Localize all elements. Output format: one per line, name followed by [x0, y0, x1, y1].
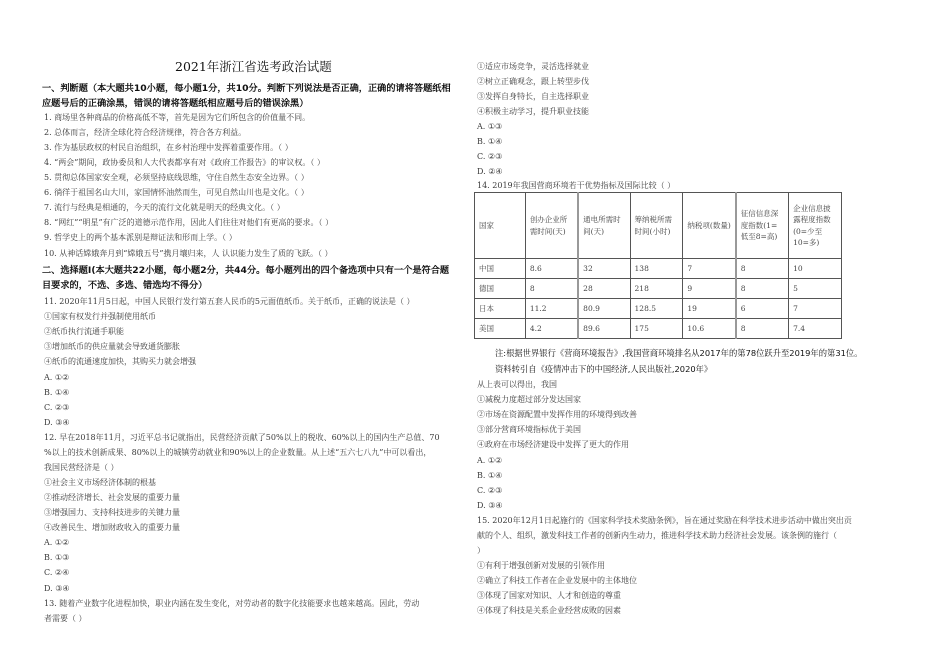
table-cell: 6: [736, 299, 789, 319]
table-cell: 8: [736, 259, 789, 279]
section-1-heading: 一、判断题（本大题共10小题，每小题1分，共10分。判断下列说法是否正确，正确的请将答题纸相: [42, 83, 451, 94]
table-header-cell: 国家: [475, 193, 526, 259]
table-cell: 7: [683, 259, 736, 279]
q14-option-d: D. ③④: [477, 501, 503, 510]
business-environment-table: [474, 192, 842, 339]
q12-item-3: ③增强国力、支持科技进步的关键力量: [44, 508, 180, 517]
q13-item-4: ④积极主动学习，提升职业技能: [477, 107, 589, 116]
q15-stem-line-3: ）: [477, 546, 485, 555]
table-row: [475, 299, 842, 319]
q14-option-a: A. ①②: [477, 456, 503, 465]
table-note: 注:根据世界银行《营商环境报告》,我国营商环境排名从2017年的第78位跃升至2019年的第31位。: [495, 348, 863, 358]
table-cell: 4.2: [525, 319, 578, 339]
q13-item-3: ③发挥自身特长，自主选择职业: [477, 92, 589, 101]
table-row: [475, 279, 842, 299]
table-cell: 美国: [475, 319, 526, 339]
q13-option-b: B. ①④: [477, 137, 503, 146]
table-cell: 10.6: [683, 319, 736, 339]
table-header-cell: 征信信息深度指数(1=低至8=高): [736, 193, 789, 259]
page-title: 2021年浙江省选考政治试题: [175, 59, 332, 74]
q15-item-3: ③体现了国家对知识、人才和创造的尊重: [477, 591, 621, 600]
table-cell: 218: [630, 279, 683, 299]
q12-stem-line-1: 12. 早在2018年11月，习近平总书记就指出，民营经济贡献了50%以上的税收、60%以上的国内生产总值、70: [44, 433, 440, 442]
table-cell: 8.6: [525, 259, 578, 279]
judge-question-4: 4. “两会”期间，政协委员和人大代表都享有对《政府工作报告》的审议权。（ ）: [44, 158, 325, 167]
q14-item-4: ④政府在市场经济建设中发挥了更大的作用: [477, 440, 629, 449]
q11-option-d: D. ③④: [44, 418, 70, 427]
section-2-heading-cont: 目要求的，不选、多选、错选均不得分）: [42, 280, 208, 291]
q14-item-2: ②市场在资源配置中发挥作用的环境得到改善: [477, 410, 637, 419]
table-cell: 175: [630, 319, 683, 339]
q13-item-1: ①适应市场竞争，灵活选择就业: [477, 62, 589, 71]
q14-option-b: B. ①④: [477, 471, 503, 480]
table-cell: 128.5: [630, 299, 683, 319]
q15-item-1: ①有利于增强创新对发展的引领作用: [477, 561, 605, 570]
judge-question-10: 10. 从神话嫦娥奔月到“嫦娥五号”携月壤归来，人 认识能力发生了质的飞跃。（ ）: [44, 249, 333, 258]
q11-item-3: ③增加纸币的供应量就会导致通货膨胀: [44, 342, 180, 351]
table-cell: 80.9: [578, 299, 630, 319]
table-header-cell: 纳税项(数量): [683, 193, 736, 259]
table-source: 资料转引自《疫情冲击下的中国经济,人民出版社,2020年》: [495, 364, 713, 374]
table-cell: 7: [789, 299, 842, 319]
q12-option-d: D. ③④: [44, 584, 70, 593]
table-cell: 8: [736, 319, 789, 339]
q13-item-2: ②树立正确观念，跟上转型步伐: [477, 77, 589, 86]
q15-stem-line-2: 献的个人、组织，激发科技工作者的创新内生动力，推进科学技术助力经济社会发展。该条例的施行（: [477, 531, 837, 540]
table-cell: 8: [736, 279, 789, 299]
q12-item-2: ②推动经济增长、社会发展的重要力量: [44, 493, 180, 502]
q13-option-a: A. ①③: [477, 122, 503, 131]
q12-item-1: ①社会主义市场经济体制的根基: [44, 478, 156, 487]
q13-option-c: C. ②③: [477, 152, 503, 161]
judge-question-2: 2. 总体而言，经济全球化符合经济规律，符合各方利益。: [44, 128, 247, 137]
q14-item-1: ①减税力度超过部分发达国家: [477, 395, 581, 404]
table-header-cell: 筹纳税所需时间(小时): [630, 193, 683, 259]
table-cell: 19: [683, 299, 736, 319]
q11-item-2: ②纸币执行流通手职能: [44, 327, 124, 336]
q12-option-a: A. ①②: [44, 538, 70, 547]
table-header-cell: 企业信息披露程度指数(0=少至10=多): [789, 193, 842, 259]
q12-item-4: ④改善民生、增加财政收入的重要力量: [44, 523, 180, 532]
table-row: [475, 319, 842, 339]
table-cell: 中国: [475, 259, 526, 279]
q14-item-3: ③部分营商环境指标优于美国: [477, 425, 581, 434]
judge-question-9: 9. 哲学史上的两个基本派别是辩证法和形而上学。（ ）: [44, 233, 237, 242]
table-cell: 10: [789, 259, 842, 279]
table-cell: 日本: [475, 299, 526, 319]
table-cell: 89.6: [578, 319, 630, 339]
q15-item-4: ④体现了科技是关系企业经营成败的因素: [477, 606, 621, 615]
q13-stem-line-2: 者需要（ ）: [44, 614, 87, 623]
judge-question-6: 6. 徜徉于祖国名山大川，家国情怀油然而生，可见自然山川也是文化。（ ）: [44, 188, 309, 197]
q12-option-c: C. ②④: [44, 568, 70, 577]
table-cell: 11.2: [525, 299, 578, 319]
q14-option-c: C. ②③: [477, 486, 503, 495]
table-cell: 28: [578, 279, 630, 299]
table-header-cell: 通电所需时间(天): [578, 193, 630, 259]
table-header-row: [475, 193, 842, 259]
q11-option-c: C. ②③: [44, 403, 70, 412]
table-cell: 8: [525, 279, 578, 299]
judge-question-8: 8. “网红”“明星”有广泛的道德示范作用，因此人们往往对他们有更高的要求。（ ）: [44, 218, 334, 227]
q13-option-d: D. ②④: [477, 167, 503, 176]
q11-item-4: ④纸币的流通速度加快，其购买力就会增强: [44, 357, 196, 366]
section-1-heading-cont: 应题号后的正确涂黑，错误的请将答题纸相应题号后的错误涂黑）: [42, 98, 309, 109]
section-2-heading: 二、选择题Ⅰ(本大题共22小题，每小题2分，共44分。每小题列出的四个备选项中只有一个是符合题: [42, 265, 450, 276]
q15-item-2: ②确立了科技工作者在企业发展中的主体地位: [477, 576, 637, 585]
judge-question-1: 1. 商场里各种商品的价格高低不等，首先是因为它们所包含的价值量不同。: [44, 113, 311, 122]
q12-stem-line-2: %以上的技术创新成果、80%以上的城镇劳动就业和90%以上的企业数量。从上述“五六七八九”中可以看出，: [44, 448, 432, 457]
q14-stem: 14. 2019年我国营商环境若干优势指标及国际比较（ ）: [477, 181, 676, 190]
table-cell: 138: [630, 259, 683, 279]
table-cell: 9: [683, 279, 736, 299]
q14-lead: 从上表可以得出，我国: [477, 380, 557, 389]
q12-option-b: B. ①③: [44, 553, 70, 562]
judge-question-3: 3. 作为基层政权的村民自治组织，在乡村治理中发挥着重要作用。（ ）: [44, 143, 293, 152]
judge-question-5: 5. 贯彻总体国家安全观，必须坚持底线思维，守住自然生态安全边界。（ ）: [44, 173, 309, 182]
judge-question-7: 7. 流行与经典是相通的，今天的流行文化就是明天的经典文化。（ ）: [44, 203, 285, 212]
q11-option-b: B. ①④: [44, 388, 70, 397]
q12-stem-line-3: 我国民营经济是（ ）: [44, 463, 119, 472]
q13-stem-line-1: 13. 随着产业数字化进程加快，职业内涵在发生变化，对劳动者的数字化技能要求也越来越高。因此，劳动: [44, 599, 420, 608]
table-cell: 德国: [475, 279, 526, 299]
table-header-cell: 创办企业所需时间(天): [525, 193, 578, 259]
q11-item-1: ①国家有权发行并强制使用纸币: [44, 312, 156, 321]
q15-stem-line-1: 15. 2020年12月1日起施行的《国家科学技术奖励条例》，旨在通过奖励在科学技术进步活动中做出突出贡: [477, 516, 852, 525]
table-row: [475, 259, 842, 279]
table-cell: 5: [789, 279, 842, 299]
q11-option-a: A. ①②: [44, 373, 70, 382]
table-cell: 32: [578, 259, 630, 279]
q11-stem: 11. 2020年11月5日起，中国人民银行发行第五套人民币的5元面值纸币。关于纸币，正确的说法是（ ）: [44, 297, 415, 306]
table-cell: 7.4: [789, 319, 842, 339]
